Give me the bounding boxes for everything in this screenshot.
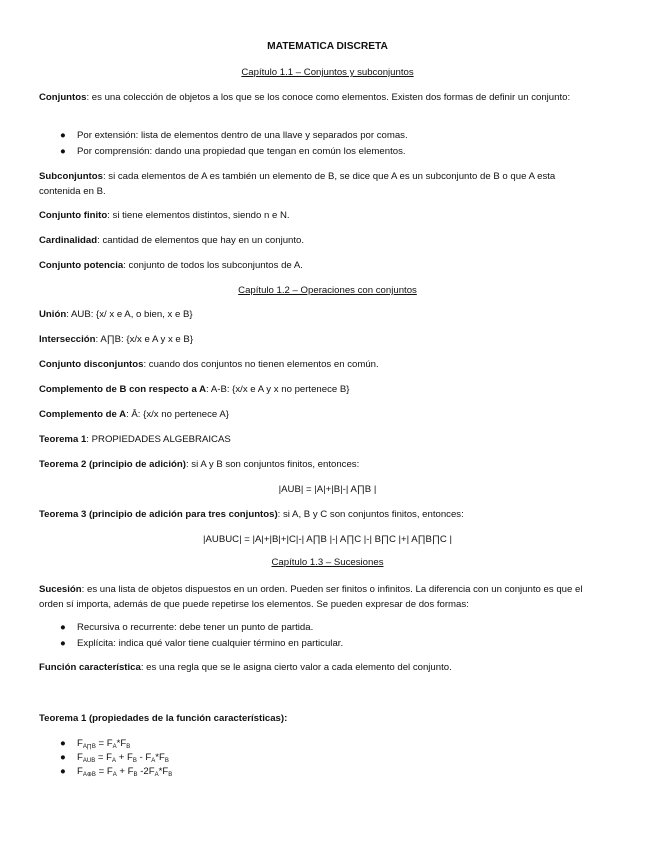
- paragraph-teorema-1: [39, 433, 589, 448]
- term-conjunto-potencia: Conjunto potencia: [39, 260, 124, 271]
- chapter-1-3-heading: Capítulo 1.3 – Sucesiones: [271, 557, 384, 568]
- term-cardinalidad: Cardinalidad: [39, 235, 98, 246]
- term-teorema-2: Teorema 2 (principio de adición): [39, 459, 186, 470]
- term-funcion-caracteristica: Función característica: [39, 662, 141, 673]
- chapter-1-1-heading: Capítulo 1.1 – Conjuntos y subconjuntos: [241, 67, 414, 78]
- paragraph-sucesion: [39, 583, 589, 612]
- def-conjuntos: : es una colección de objetos a los que se los conoce como elementos. Existen dos formas de definir un conjunto:: [86, 92, 571, 103]
- def-cardinalidad: : cantidad de elementos que hay en un conjunto.: [97, 235, 305, 246]
- def-teorema-2: : si A y B son conjuntos finitos, entonces:: [185, 459, 360, 470]
- list-item-text: Recursiva o recurrente: debe tener un punto de partida.: [77, 622, 314, 633]
- bullet-icon: ●: [60, 622, 66, 633]
- bullet-icon: ●: [60, 752, 66, 763]
- def-teorema-3: : si A, B y C son conjuntos finitos, entonces:: [277, 509, 464, 520]
- def-complemento-a: : Ā: {x/x no pertenece A}: [126, 409, 229, 420]
- term-complemento-a: Complemento de A: [39, 409, 127, 420]
- term-conjuntos: Conjuntos: [39, 92, 87, 103]
- formula-diferencia-simetrica: $F_{A\oplus B} = F_A + F_B$ $-2F_A*F_B$: [77, 766, 173, 778]
- paragraph-cardinalidad: [39, 234, 589, 249]
- list-item-text: Explícita: indica qué valor tiene cualquier término en particular.: [77, 638, 344, 649]
- paragraph-funcion-caracteristica: [39, 661, 589, 676]
- def-subconjuntos: : si cada elementos de A es también un elemento de B, se dice que A es un subconjunto de B o que A esta contenida en B.: [39, 171, 556, 197]
- def-disjuntos: : cuando dos conjuntos no tienen elementos en común.: [143, 359, 379, 370]
- paragraph-subconjuntos: [39, 170, 589, 199]
- term-complemento-b-a: Complemento de B con respecto a A: [39, 384, 207, 395]
- document-title: MATEMATICA DISCRETA: [267, 41, 388, 52]
- term-interseccion: Intersección: [39, 334, 96, 345]
- paragraph-teorema-3: [39, 508, 589, 523]
- term-disjuntos: Conjunto disconjuntos: [39, 359, 144, 370]
- def-sucesion: : es una lista de objetos dispuestos en un orden. Pueden ser finitos o infinitos. La diferencia con un conjunto es que el orden sí importa, además de que puede repetirse los elementos. Se pueden expresar de dos formas:: [39, 584, 583, 610]
- def-complemento-b-a: : A-B: {x/x e A y x no pertenece B}: [206, 384, 350, 395]
- formula-interseccion: $F_{A\prod B} = F_A*F_B$: [77, 738, 131, 750]
- list-item-text: Por comprensión: dando una propiedad que tengan en común los elementos.: [77, 146, 406, 157]
- paragraph-conjuntos: [39, 91, 589, 106]
- term-subconjuntos: Subconjuntos: [39, 171, 103, 182]
- bullet-icon: ●: [60, 146, 66, 157]
- formula-teorema-3: |AUBUC| = |A|+|B|+|C|-| A∏B |-| A∏C |-| B∏C |+| A∏B∏C |: [203, 534, 452, 545]
- paragraph-complemento-b-a: [39, 383, 589, 398]
- paragraph-conjunto-potencia: [39, 259, 589, 274]
- def-interseccion: : A∏B: {x/x e A y x e B}: [95, 334, 194, 345]
- teorema-propiedades-heading: Teorema 1 (propiedades de la función características):: [39, 713, 288, 724]
- def-conjunto-potencia: : conjunto de todos los subconjuntos de A.: [123, 260, 303, 271]
- bullet-icon: ●: [60, 738, 66, 749]
- list-item-text: Por extensión: lista de elementos dentro de una llave y separados por comas.: [77, 130, 408, 141]
- bullet-icon: ●: [60, 638, 66, 649]
- paragraph-union: [39, 308, 589, 323]
- bullet-icon: ●: [60, 766, 66, 777]
- def-teorema-1: : PROPIEDADES ALGEBRAICAS: [86, 434, 231, 445]
- term-sucesion: Sucesión: [39, 584, 82, 595]
- term-union: Unión: [39, 309, 67, 320]
- formula-teorema-2: |AUB| = |A|+|B|-| A∏B |: [278, 484, 377, 495]
- term-teorema-3: Teorema 3 (principio de adición para tres conjuntos): [39, 509, 278, 520]
- paragraph-conjunto-finito: [39, 209, 589, 224]
- term-conjunto-finito: Conjunto finito: [39, 210, 108, 221]
- chapter-1-2-heading: Capítulo 1.2 – Operaciones con conjuntos: [238, 285, 417, 296]
- paragraph-interseccion: [39, 333, 589, 348]
- paragraph-teorema-2: [39, 458, 589, 473]
- bullet-icon: ●: [60, 130, 66, 141]
- term-teorema-1: Teorema 1: [39, 434, 87, 445]
- paragraph-disjuntos: [39, 358, 589, 373]
- def-conjunto-finito: : si tiene elementos distintos, siendo n e N.: [107, 210, 290, 221]
- formula-union: $F_{AUB} = F_A + F_B - F_A*F_B$: [77, 752, 169, 764]
- def-union: : AUB: {x/ x e A, o bien, x e B}: [66, 309, 193, 320]
- paragraph-complemento-a: [39, 408, 589, 423]
- def-funcion-caracteristica: : es una regla que se le asigna cierto valor a cada elemento del conjunto.: [140, 662, 452, 673]
